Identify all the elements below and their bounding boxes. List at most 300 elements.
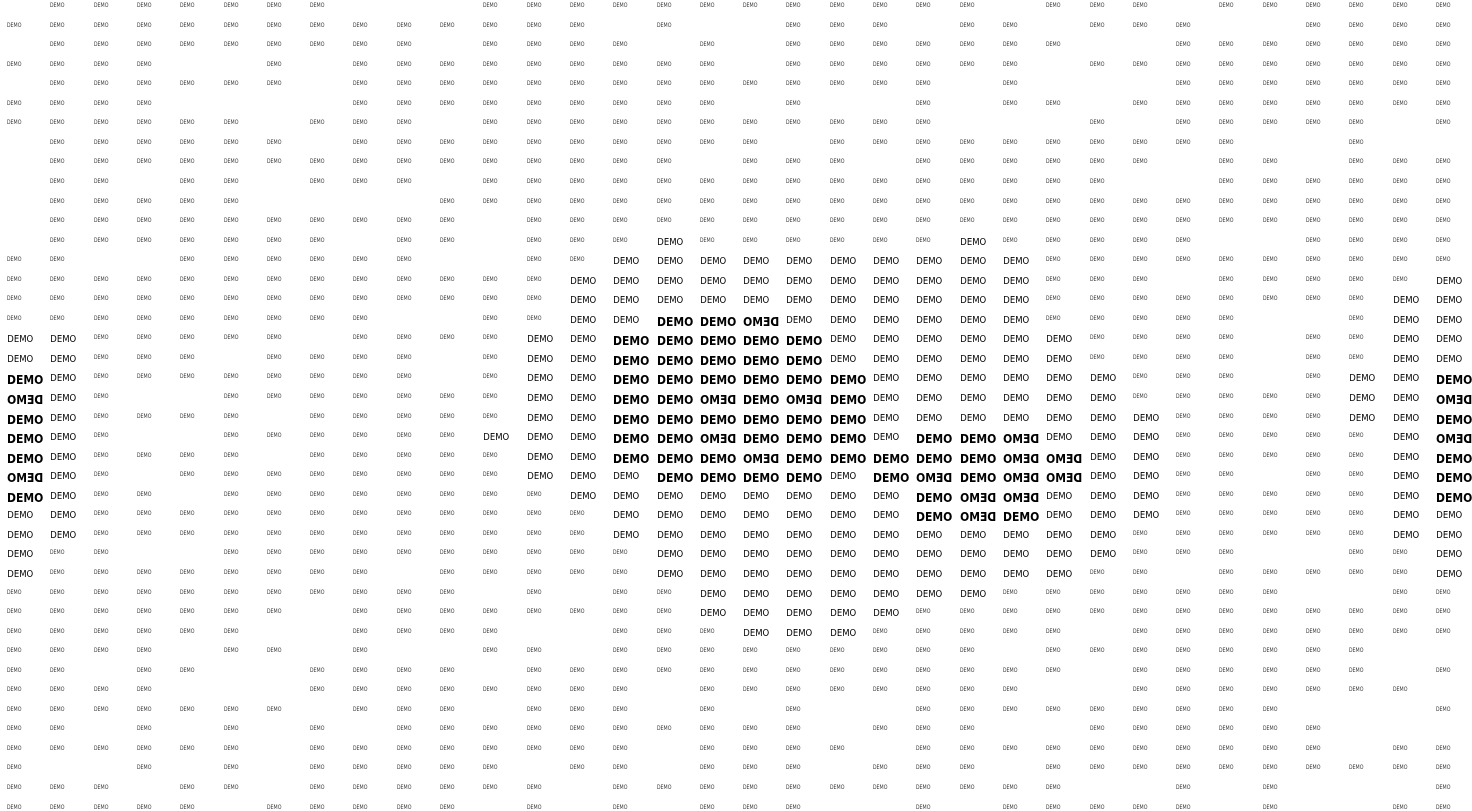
demo-glyph: DEMO (743, 256, 770, 268)
demo-glyph: DEMO (353, 314, 368, 322)
demo-glyph: DEMO (916, 373, 943, 385)
demo-glyph: DEMO (1305, 334, 1321, 342)
demo-glyph: DEMO (396, 412, 412, 420)
demo-glyph: DEMO (1046, 314, 1061, 322)
demo-glyph: DEMO (1132, 803, 1148, 811)
demo-glyph: DEMO (396, 510, 412, 518)
demo-glyph: DEMO (396, 60, 412, 68)
demo-glyph: DEMO (742, 686, 758, 694)
demo-glyph: DEMO (1349, 529, 1364, 537)
demo-glyph: DEMO (1349, 99, 1364, 107)
demo-glyph: DEMO (786, 236, 801, 244)
demo-glyph: DEMO (570, 353, 597, 365)
demo-glyph: DEMO (1349, 334, 1364, 342)
demo-glyph: DEMO (1046, 764, 1061, 772)
demo-glyph: DEMO (786, 510, 813, 522)
demo-glyph: DEMO (1435, 197, 1451, 205)
demo-glyph: DEMO (1262, 647, 1278, 655)
demo-glyph: DEMO (50, 647, 65, 655)
demo-glyph: DEMO (223, 41, 238, 49)
demo-glyph: DEMO (1392, 549, 1408, 557)
demo-glyph: DEMO (180, 80, 195, 88)
demo-glyph: DEMO (483, 549, 498, 557)
demo-glyph: DEMO (872, 60, 888, 68)
demo-glyph: DEMO (1392, 197, 1408, 205)
demo-glyph: DEMO (829, 412, 866, 427)
demo-glyph: DEMO (872, 41, 888, 49)
demo-glyph: DEMO (1175, 295, 1191, 303)
demo-glyph: DEMO (439, 803, 455, 811)
demo-glyph: DEMO (1175, 784, 1191, 791)
demo-glyph: DEMO (1392, 432, 1419, 444)
demo-glyph: DEMO (873, 353, 900, 365)
demo-glyph: DEMO (959, 432, 996, 447)
demo-glyph: DEMO (50, 314, 65, 322)
demo-glyph: DEMO (483, 471, 498, 479)
demo-glyph: DEMO (1305, 471, 1321, 479)
demo-glyph: DEMO (699, 412, 737, 427)
demo-glyph: DEMO (613, 119, 628, 127)
demo-glyph: DEMO (829, 275, 856, 287)
demo-glyph: DEMO (526, 451, 553, 463)
demo-glyph: DEMO (526, 784, 542, 791)
demo-glyph: DEMO (93, 510, 109, 518)
demo-glyph: DEMO (1305, 666, 1321, 674)
demo-glyph: DEMO (439, 21, 455, 29)
demo-glyph: DEMO (829, 686, 845, 694)
demo-glyph: DEMO (1392, 471, 1419, 483)
demo-glyph: DEMO (309, 236, 325, 244)
demo-glyph: DEMO (959, 236, 986, 248)
demo-glyph: DEMO (136, 627, 152, 635)
demo-glyph: DEMO (7, 490, 44, 505)
demo-glyph: DEMO (1046, 588, 1061, 596)
demo-glyph: DEMO (483, 451, 498, 459)
demo-glyph: DEMO (1003, 334, 1030, 346)
demo-glyph: DEMO (223, 295, 238, 303)
demo-glyph: DEMO (959, 784, 975, 791)
demo-glyph: DEMO (1219, 744, 1234, 752)
demo-glyph: DEMO (829, 529, 856, 541)
demo-glyph: DEMO (439, 588, 455, 596)
demo-glyph: DEMO (1219, 451, 1234, 459)
demo-glyph: DEMO (742, 119, 758, 127)
demo-glyph: DEMO (1132, 627, 1148, 635)
demo-glyph: DEMO (223, 275, 238, 283)
demo-glyph: DEMO (1435, 784, 1451, 791)
demo-glyph: DEMO (396, 138, 412, 146)
demo-glyph: DEMO (1046, 2, 1061, 9)
demo-glyph: DEMO (656, 549, 683, 561)
demo-glyph: DEMO (266, 471, 282, 479)
demo-glyph: DEMO (50, 725, 65, 733)
demo-glyph: DEMO (1089, 2, 1104, 9)
demo-glyph: DEMO (1219, 588, 1234, 596)
demo-glyph: DEMO (1002, 627, 1018, 635)
demo-glyph: DEMO (570, 393, 597, 404)
demo-glyph: DEMO (1435, 80, 1451, 88)
demo-glyph: DEMO (50, 197, 65, 205)
demo-glyph: DEMO (613, 412, 650, 427)
demo-glyph: DEMO (916, 647, 931, 655)
demo-glyph: DEMO (266, 256, 282, 264)
demo-glyph: DEMO (526, 490, 542, 498)
demo-glyph: DEMO (1175, 197, 1191, 205)
demo-glyph: DEMO (613, 432, 650, 447)
demo-glyph: DEMO (1435, 803, 1451, 811)
demo-glyph: DEMO (439, 627, 455, 635)
demo-glyph: DEMO (1262, 393, 1278, 400)
demo-glyph: DEMO (959, 647, 975, 655)
demo-glyph: DEMO (916, 490, 953, 505)
demo-glyph: DEMO (93, 21, 109, 29)
demo-glyph: DEMO (742, 744, 758, 752)
demo-glyph: DEMO (309, 275, 325, 283)
demo-glyph: DEMO (439, 217, 455, 225)
demo-glyph: DEMO (1435, 21, 1451, 29)
demo-glyph: DEMO (1392, 510, 1419, 522)
demo-glyph: DEMO (353, 393, 368, 400)
demo-glyph: DEMO (1262, 119, 1278, 127)
demo-glyph: DEMO (656, 158, 671, 166)
demo-glyph: DEMO (180, 236, 195, 244)
demo-glyph: DEMO (656, 412, 693, 427)
demo-glyph: DEMO (439, 432, 455, 440)
demo-glyph: DEMO (180, 295, 195, 303)
demo-glyph: DEMO (93, 314, 109, 322)
demo-glyph: DEMO (93, 451, 109, 459)
demo-glyph: DEMO (1002, 60, 1018, 68)
demo-glyph: DEMO (1349, 197, 1364, 205)
demo-glyph: DEMO (1002, 80, 1018, 88)
demo-glyph: DEMO (613, 764, 628, 772)
demo-glyph: DEMO (136, 295, 152, 303)
demo-glyph: DEMO (1435, 2, 1451, 9)
demo-glyph: DEMO (872, 138, 888, 146)
demo-glyph: DEMO (223, 373, 238, 381)
demo-glyph: DEMO (1175, 744, 1191, 752)
demo-glyph: DEMO (266, 2, 282, 9)
demo-glyph: DEMO (1002, 217, 1018, 225)
demo-glyph: DEMO (916, 353, 943, 365)
demo-glyph: DEMO (1175, 549, 1191, 557)
demo-glyph: DEMO (483, 764, 498, 772)
demo-glyph: DEMO (396, 529, 412, 537)
demo-glyph: DEMO (656, 588, 671, 596)
demo-glyph: DEMO (439, 158, 455, 166)
demo-glyph: DEMO (353, 588, 368, 596)
demo-glyph: DEMO (7, 432, 44, 447)
demo-glyph: DEMO (1262, 60, 1278, 68)
demo-glyph: DEMO (742, 666, 758, 674)
demo-glyph: DEMO (1435, 177, 1451, 185)
demo-glyph: DEMO (786, 686, 801, 694)
demo-glyph: DEMO (569, 236, 585, 244)
demo-glyph: DEMO (396, 784, 412, 791)
demo-glyph: DEMO (656, 21, 671, 29)
demo-glyph: DEMO (829, 217, 845, 225)
demo-glyph: DEMO (959, 412, 986, 424)
demo-glyph: DEMO (613, 529, 640, 541)
demo-glyph: DEMO (396, 725, 412, 733)
demo-glyph: DEMO (266, 705, 282, 713)
demo-glyph: DEMO (786, 744, 801, 752)
demo-glyph: DEMO (873, 529, 900, 541)
demo-glyph: DEMO (1002, 744, 1018, 752)
demo-glyph: DEMO (743, 373, 780, 388)
demo-glyph: DEMO (916, 393, 943, 404)
demo-glyph: DEMO (136, 608, 152, 616)
demo-glyph: DEMO (1046, 471, 1083, 486)
demo-glyph: DEMO (1175, 236, 1191, 244)
demo-glyph: DEMO (1436, 275, 1463, 287)
demo-glyph: DEMO (7, 549, 34, 561)
demo-glyph: DEMO (786, 275, 813, 287)
demo-glyph: DEMO (742, 80, 758, 88)
demo-glyph: DEMO (50, 686, 65, 694)
demo-glyph: DEMO (396, 451, 412, 459)
demo-glyph: DEMO (873, 295, 900, 307)
demo-glyph: DEMO (93, 138, 109, 146)
demo-glyph: DEMO (1089, 549, 1116, 561)
demo-glyph: DEMO (1175, 490, 1191, 498)
demo-glyph: DEMO (743, 334, 780, 349)
demo-glyph: DEMO (872, 764, 888, 772)
demo-glyph: DEMO (396, 686, 412, 694)
demo-glyph: DEMO (1089, 510, 1116, 522)
demo-glyph: DEMO (699, 744, 715, 752)
demo-glyph: DEMO (353, 119, 368, 127)
demo-glyph: DEMO (396, 80, 412, 88)
demo-glyph: DEMO (526, 236, 542, 244)
demo-glyph: DEMO (1305, 2, 1321, 9)
demo-glyph: DEMO (1132, 334, 1148, 342)
demo-glyph: DEMO (266, 588, 282, 596)
demo-glyph: DEMO (396, 256, 412, 264)
demo-glyph: DEMO (829, 314, 856, 326)
demo-glyph: DEMO (1305, 197, 1321, 205)
demo-glyph: DEMO (569, 177, 585, 185)
demo-glyph: DEMO (1132, 666, 1148, 674)
demo-glyph: DEMO (1305, 529, 1321, 537)
demo-glyph: DEMO (1262, 627, 1278, 635)
demo-glyph: DEMO (483, 725, 498, 733)
demo-glyph: DEMO (439, 666, 455, 674)
demo-glyph: DEMO (309, 177, 325, 185)
demo-glyph: DEMO (223, 412, 238, 420)
demo-glyph: DEMO (1132, 686, 1148, 694)
demo-glyph: DEMO (93, 744, 109, 752)
demo-glyph: DEMO (1305, 353, 1321, 361)
demo-glyph: DEMO (1003, 412, 1030, 424)
demo-glyph: DEMO (569, 725, 585, 733)
demo-glyph: DEMO (873, 451, 910, 466)
demo-glyph: DEMO (526, 275, 542, 283)
demo-glyph: DEMO (656, 451, 693, 466)
demo-glyph: DEMO (93, 588, 109, 596)
demo-glyph: DEMO (1219, 256, 1234, 264)
demo-glyph: DEMO (1002, 21, 1018, 29)
demo-glyph: DEMO (743, 432, 780, 447)
demo-glyph: DEMO (1133, 471, 1160, 483)
demo-glyph: DEMO (1392, 99, 1408, 107)
demo-glyph: DEMO (829, 2, 845, 9)
demo-glyph: DEMO (959, 60, 975, 68)
demo-glyph: DEMO (50, 510, 77, 522)
demo-glyph: DEMO (829, 158, 845, 166)
demo-glyph: DEMO (1219, 490, 1234, 498)
demo-glyph: DEMO (1349, 256, 1364, 264)
demo-glyph: DEMO (309, 744, 325, 752)
demo-glyph: DEMO (1349, 60, 1364, 68)
demo-glyph: DEMO (872, 80, 888, 88)
demo-glyph: DEMO (1219, 686, 1234, 694)
demo-glyph: DEMO (656, 256, 683, 268)
demo-glyph: DEMO (223, 80, 238, 88)
demo-glyph: DEMO (613, 705, 628, 713)
demo-glyph: DEMO (1089, 647, 1104, 655)
demo-glyph: DEMO (916, 41, 931, 49)
demo-glyph: DEMO (1046, 99, 1061, 107)
demo-glyph: DEMO (699, 373, 737, 388)
demo-glyph: DEMO (1175, 666, 1191, 674)
demo-glyph: DEMO (396, 705, 412, 713)
demo-glyph: DEMO (959, 21, 975, 29)
demo-glyph: DEMO (1175, 21, 1191, 29)
demo-glyph: DEMO (223, 705, 238, 713)
demo-glyph: DEMO (1262, 686, 1278, 694)
demo-glyph: DEMO (699, 334, 737, 349)
demo-glyph: DEMO (180, 471, 195, 479)
demo-glyph: DEMO (1219, 412, 1234, 420)
demo-glyph: DEMO (569, 138, 585, 146)
demo-glyph: DEMO (50, 529, 77, 541)
demo-glyph: DEMO (136, 138, 152, 146)
demo-glyph: DEMO (266, 138, 282, 146)
demo-glyph: DEMO (1089, 432, 1116, 444)
demo-glyph: DEMO (1002, 803, 1018, 811)
demo-glyph: DEMO (569, 705, 585, 713)
demo-glyph: DEMO (1175, 60, 1191, 68)
demo-glyph: DEMO (1435, 432, 1472, 447)
demo-glyph: DEMO (136, 666, 152, 674)
demo-glyph: DEMO (613, 138, 628, 146)
demo-glyph: DEMO (1262, 158, 1278, 166)
demo-glyph: DEMO (613, 2, 628, 9)
demo-glyph: DEMO (656, 432, 693, 447)
demo-glyph: DEMO (1349, 41, 1364, 49)
demo-glyph: DEMO (1349, 510, 1364, 518)
demo-glyph: DEMO (700, 608, 727, 620)
demo-glyph: DEMO (959, 744, 975, 752)
demo-glyph: DEMO (1133, 510, 1160, 522)
demo-glyph: DEMO (1435, 236, 1451, 244)
demo-glyph: DEMO (223, 256, 238, 264)
demo-glyph: DEMO (439, 608, 455, 616)
demo-glyph: DEMO (959, 334, 986, 346)
demo-glyph: DEMO (916, 432, 953, 447)
demo-glyph: DEMO (1132, 725, 1148, 733)
demo-glyph: DEMO (1305, 412, 1321, 420)
demo-glyph: DEMO (7, 529, 34, 541)
demo-glyph: DEMO (1046, 275, 1061, 283)
demo-glyph: DEMO (1132, 2, 1148, 9)
demo-glyph: DEMO (1132, 549, 1148, 557)
demo-glyph: DEMO (93, 647, 109, 655)
demo-glyph: DEMO (1349, 2, 1364, 9)
demo-glyph: DEMO (353, 549, 368, 557)
demo-glyph: DEMO (1046, 432, 1073, 444)
demo-glyph: DEMO (1046, 666, 1061, 674)
demo-glyph: DEMO (353, 529, 368, 537)
demo-glyph: DEMO (309, 764, 325, 772)
demo-glyph: DEMO (1132, 568, 1148, 576)
demo-glyph: DEMO (1262, 744, 1278, 752)
demo-glyph: DEMO (1089, 412, 1116, 424)
demo-glyph: DEMO (1003, 373, 1030, 385)
demo-glyph: DEMO (656, 2, 671, 9)
demo-glyph: DEMO (93, 236, 109, 244)
demo-glyph: DEMO (872, 119, 888, 127)
demo-glyph: DEMO (223, 393, 238, 400)
demo-glyph: DEMO (309, 549, 325, 557)
demo-glyph: DEMO (136, 197, 152, 205)
demo-glyph: DEMO (50, 373, 77, 385)
demo-glyph: DEMO (1219, 725, 1234, 733)
demo-glyph: DEMO (223, 529, 238, 537)
demo-glyph: DEMO (180, 275, 195, 283)
demo-glyph: DEMO (613, 373, 650, 388)
demo-glyph: DEMO (656, 236, 683, 248)
demo-glyph: DEMO (93, 627, 109, 635)
demo-glyph: DEMO (396, 549, 412, 557)
demo-glyph: DEMO (526, 138, 542, 146)
demo-glyph: DEMO (656, 627, 671, 635)
demo-glyph: DEMO (93, 686, 109, 694)
demo-glyph: DEMO (1175, 451, 1191, 459)
demo-glyph: DEMO (6, 705, 22, 713)
demo-glyph: DEMO (1002, 99, 1018, 107)
demo-glyph: DEMO (309, 2, 325, 9)
demo-glyph: DEMO (396, 41, 412, 49)
demo-glyph: DEMO (309, 529, 325, 537)
demo-glyph: DEMO (1219, 119, 1234, 127)
demo-glyph: DEMO (1392, 373, 1419, 385)
demo-glyph: DEMO (483, 158, 498, 166)
demo-glyph: DEMO (6, 764, 22, 772)
demo-glyph: DEMO (180, 314, 195, 322)
demo-glyph: DEMO (786, 177, 801, 185)
demo-glyph: DEMO (93, 119, 109, 127)
demo-glyph: DEMO (93, 80, 109, 88)
demo-glyph: DEMO (1089, 334, 1104, 342)
demo-glyph: DEMO (526, 568, 542, 576)
demo-glyph: DEMO (1219, 314, 1234, 322)
demo-glyph: DEMO (959, 158, 975, 166)
demo-glyph: DEMO (613, 627, 628, 635)
demo-glyph: DEMO (699, 784, 715, 791)
demo-glyph: DEMO (1305, 686, 1321, 694)
demo-glyph: DEMO (959, 549, 986, 561)
demo-glyph: DEMO (50, 627, 65, 635)
demo-glyph: DEMO (1089, 353, 1104, 361)
demo-glyph: DEMO (483, 744, 498, 752)
demo-glyph: DEMO (526, 295, 542, 303)
demo-glyph: DEMO (1349, 490, 1364, 498)
demo-glyph: DEMO (1349, 21, 1364, 29)
demo-glyph: DEMO (786, 393, 823, 407)
demo-glyph: DEMO (266, 373, 282, 381)
